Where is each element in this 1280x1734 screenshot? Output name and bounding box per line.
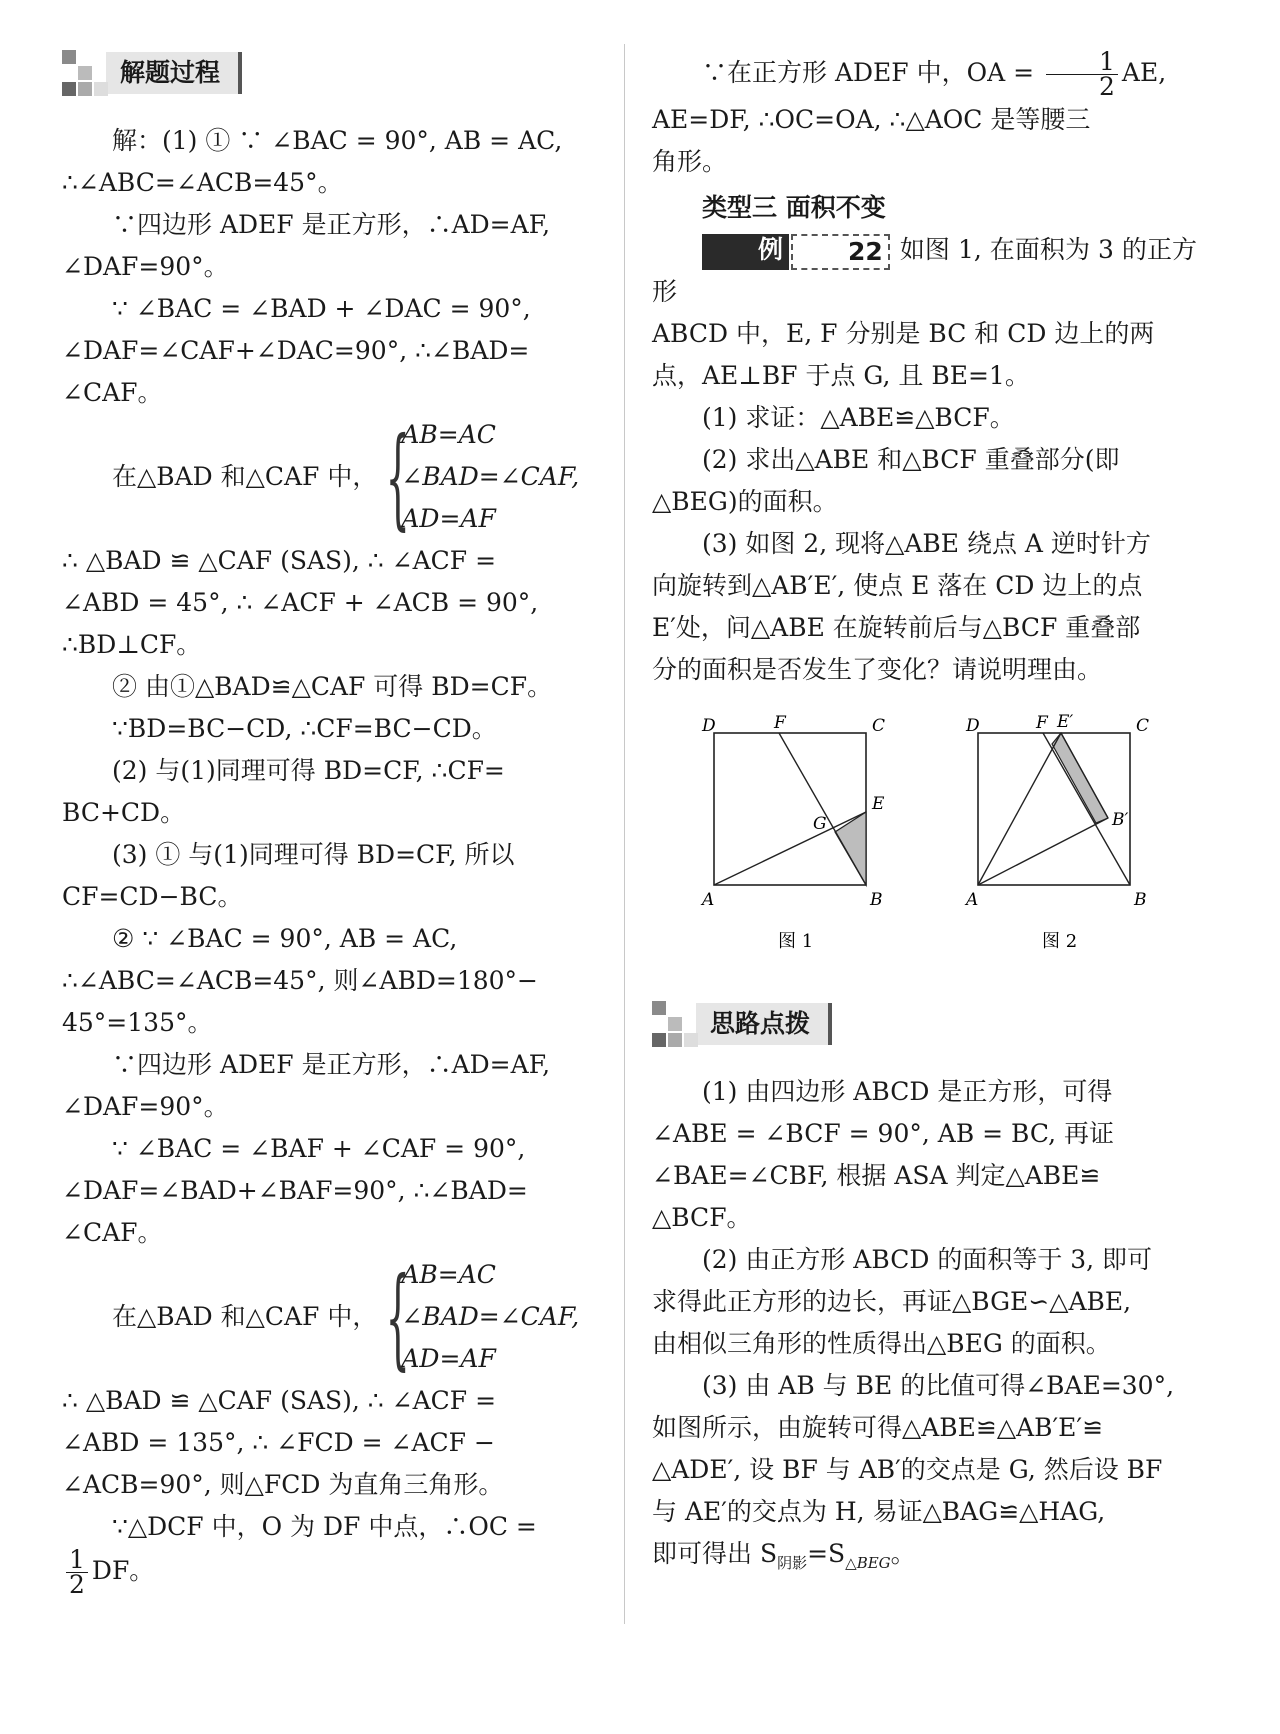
text-line: ∠DAF=∠BAD+∠BAF=90°, ∴∠BAD= — [62, 1176, 528, 1205]
system-row: AD=AF — [401, 1344, 496, 1373]
shaded-triangle — [835, 812, 866, 885]
figure-1 — [700, 713, 885, 910]
text-line: ∴ △BAD ≌ △CAF (SAS), ∴ ∠ACF = — [62, 1386, 497, 1415]
text-line: (2) 由正方形 ABCD 的面积等于 3, 即可 — [702, 1245, 1153, 1274]
text-line: 45°=135°。 — [62, 1008, 213, 1037]
text-line: CF=CD−BC。 — [62, 882, 243, 911]
system-row: ∠BAD=∠CAF, — [401, 462, 580, 491]
equation-system-1 — [62, 414, 607, 540]
label: F — [774, 713, 786, 733]
fraction: $\frac{1}{2}$ — [66, 1548, 88, 1597]
label: B — [870, 890, 883, 910]
text-line: AE=DF, ∴OC=OA, ∴△AOC 是等腰三 — [652, 105, 1091, 134]
section-header-label: 思路点拨 — [696, 1003, 832, 1045]
text-line: ∠CAF。 — [62, 1218, 163, 1247]
label: E — [872, 794, 885, 814]
text-line: ∠ABD = 45°, ∴ ∠ACF + ∠ACB = 90°, — [62, 588, 539, 617]
text-line: ∠CAF。 — [62, 378, 163, 407]
header-squares-icon — [62, 50, 108, 96]
text-line: ∴ △BAD ≌ △CAF (SAS), ∴ ∠ACF = — [62, 546, 497, 575]
square-abcd — [978, 733, 1130, 885]
text-line: ∠DAF=90°。 — [62, 1092, 229, 1121]
text-line: 如图所示，由旋转可得△ABE≌△AB′E′≌ — [652, 1413, 1104, 1442]
text-line: 分的面积是否发生了变化？请说明理由。 — [652, 655, 1103, 684]
text-line: 向旋转到△AB′E′, 使点 E 落在 CD 边上的点 — [652, 571, 1143, 600]
system-row: ∠BAD=∠CAF, — [401, 1302, 580, 1331]
left-brace: { — [385, 413, 411, 541]
text-line: △BEG)的面积。 — [652, 487, 838, 516]
segment-bf — [779, 733, 866, 885]
figures — [652, 711, 1197, 981]
section-header-hint — [652, 999, 1197, 1049]
section-header-label: 解题过程 — [106, 52, 242, 94]
type-heading: 类型三 面积不变 — [702, 193, 886, 222]
label: F — [1036, 713, 1048, 733]
text-line: (1) 由四边形 ABCD 是正方形，可得 — [702, 1077, 1113, 1106]
text-line: BC+CD。 — [62, 798, 186, 827]
text-line: 角形。 — [652, 147, 728, 176]
text-line: ∠ABD = 135°, ∴ ∠FCD = ∠ACF − — [62, 1428, 495, 1457]
system-row: AB=AC — [401, 1260, 496, 1289]
text-line: E′处，问△ABE 在旋转前后与△BCF 重叠部 — [652, 613, 1141, 642]
equation-system-2 — [62, 1254, 607, 1380]
text-line: ∴∠ABC=∠ACB=45°。 — [62, 168, 343, 197]
square-abcd — [714, 733, 866, 885]
segment-ae — [714, 812, 866, 885]
section-header-solution — [62, 48, 607, 98]
text-line: (3) 如图 2, 现将△ABE 绕点 A 逆时针方 — [702, 529, 1151, 558]
geometry-figures — [652, 711, 1197, 981]
text-line: ∴BD⊥CF。 — [62, 630, 202, 659]
label: D — [702, 716, 716, 736]
text-line: △BCF。 — [652, 1203, 752, 1232]
text-line: 由相似三角形的性质得出△BEG 的面积。 — [652, 1329, 1111, 1358]
label: B′ — [1112, 810, 1129, 830]
text-line: ∠DAF=∠CAF+∠DAC=90°, ∴∠BAD= — [62, 336, 530, 365]
segment-ab2 — [978, 818, 1108, 885]
final-fraction-line: $\frac{1}{2}$ DF。 — [62, 1548, 607, 1597]
label: A — [702, 890, 715, 910]
text-line: ∠BAE=∠CBF, 根据 ASA 判定△ABE≌ — [652, 1161, 1101, 1190]
label: B — [1134, 890, 1147, 910]
text-line: ∵在正方形 ADEF 中，OA = $\frac{1}{2}$ AE, — [702, 47, 1167, 101]
text-line: ∵BD=BC−CD, ∴CF=BC−CD。 — [112, 714, 497, 743]
text-line: (2) 求出△ABE 和△BCF 重叠部分(即 — [702, 445, 1120, 474]
text-line: 解：(1) ① ∵ ∠BAC = 90°, AB = AC, — [112, 126, 563, 155]
segment-bf — [1043, 733, 1130, 885]
text-line: ② 由①△BAD≌△CAF 可得 BD=CF。 — [112, 672, 553, 701]
label: E′ — [1057, 712, 1074, 732]
shaded-quadrilateral — [1052, 733, 1108, 823]
text-line: 求得此正方形的边长，再证△BGE∽△ABE, — [652, 1287, 1132, 1316]
text-line: △ADE′, 设 BF 与 AB′的交点是 G, 然后设 BF — [652, 1455, 1163, 1484]
label: D — [966, 716, 980, 736]
text-line: ∠DAF=90°。 — [62, 252, 229, 281]
text-line: ② ∵ ∠BAC = 90°, AB = AC, — [112, 924, 458, 953]
text-line: ∵四边形 ADEF 是正方形，∴AD=AF, — [112, 210, 551, 239]
label: C — [872, 716, 886, 736]
system-prefix: 在△BAD 和△CAF 中， — [112, 462, 378, 491]
text-line: ∠ABE = ∠BCF = 90°, AB = BC, 再证 — [652, 1119, 1114, 1148]
left-brace: { — [385, 1253, 411, 1381]
text-line: ∵四边形 ADEF 是正方形，∴AD=AF, — [112, 1050, 551, 1079]
text-line: (3) ① 与(1)同理可得 BD=CF, 所以 — [112, 840, 515, 869]
text-line: (2) 与(1)同理可得 BD=CF, ∴CF= — [112, 756, 505, 785]
figure-1-caption: 图 1 — [778, 931, 814, 952]
text-line: ∠ACB=90°, 则△FCD 为直角三角形。 — [62, 1470, 504, 1499]
system-row: AD=AF — [401, 504, 496, 533]
example-first-line: 例 22 如图 1, 在面积为 3 的正方形 — [652, 234, 1197, 306]
label: G — [813, 814, 827, 834]
text-line: 即可得出 $S_{阴影}=S_{\triangle BEG}$。 — [652, 1539, 916, 1572]
column-divider — [624, 44, 625, 1624]
text-line: ∵△DCF 中，O 为 DF 中点，∴OC = — [112, 1512, 537, 1541]
text-line: ABCD 中，E, F 分别是 BC 和 CD 边上的两 — [652, 319, 1155, 348]
label: A — [966, 890, 979, 910]
text-line: (1) 求证：△ABE≌△BCF。 — [702, 403, 1015, 432]
figure-2 — [964, 712, 1149, 910]
right-column — [652, 40, 1197, 1584]
text-line: 与 AE′的交点为 H, 易证△BAG≌△HAG, — [652, 1497, 1106, 1526]
example-badge: 例 22 — [702, 234, 890, 270]
system-row: AB=AC — [401, 420, 496, 449]
left-column — [62, 40, 607, 1597]
text-line: (3) 由 AB 与 BE 的比值可得∠BAE=30°, — [702, 1371, 1175, 1400]
segment-ae2 — [978, 733, 1061, 885]
text-line: 点，AE⊥BF 于点 G, 且 BE=1。 — [652, 361, 1030, 390]
header-squares-icon — [652, 1001, 698, 1047]
text-line: ∵ ∠BAC = ∠BAF + ∠CAF = 90°, — [112, 1134, 526, 1163]
figure-2-caption: 图 2 — [1042, 931, 1078, 952]
fraction: $\frac{1}{2}$ — [1046, 50, 1118, 99]
label: C — [1136, 716, 1150, 736]
system-prefix: 在△BAD 和△CAF 中， — [112, 1302, 378, 1331]
text-line: ∴∠ABC=∠ACB=45°, 则∠ABD=180°− — [62, 966, 539, 995]
text-line: ∵ ∠BAC = ∠BAD + ∠DAC = 90°, — [112, 294, 531, 323]
